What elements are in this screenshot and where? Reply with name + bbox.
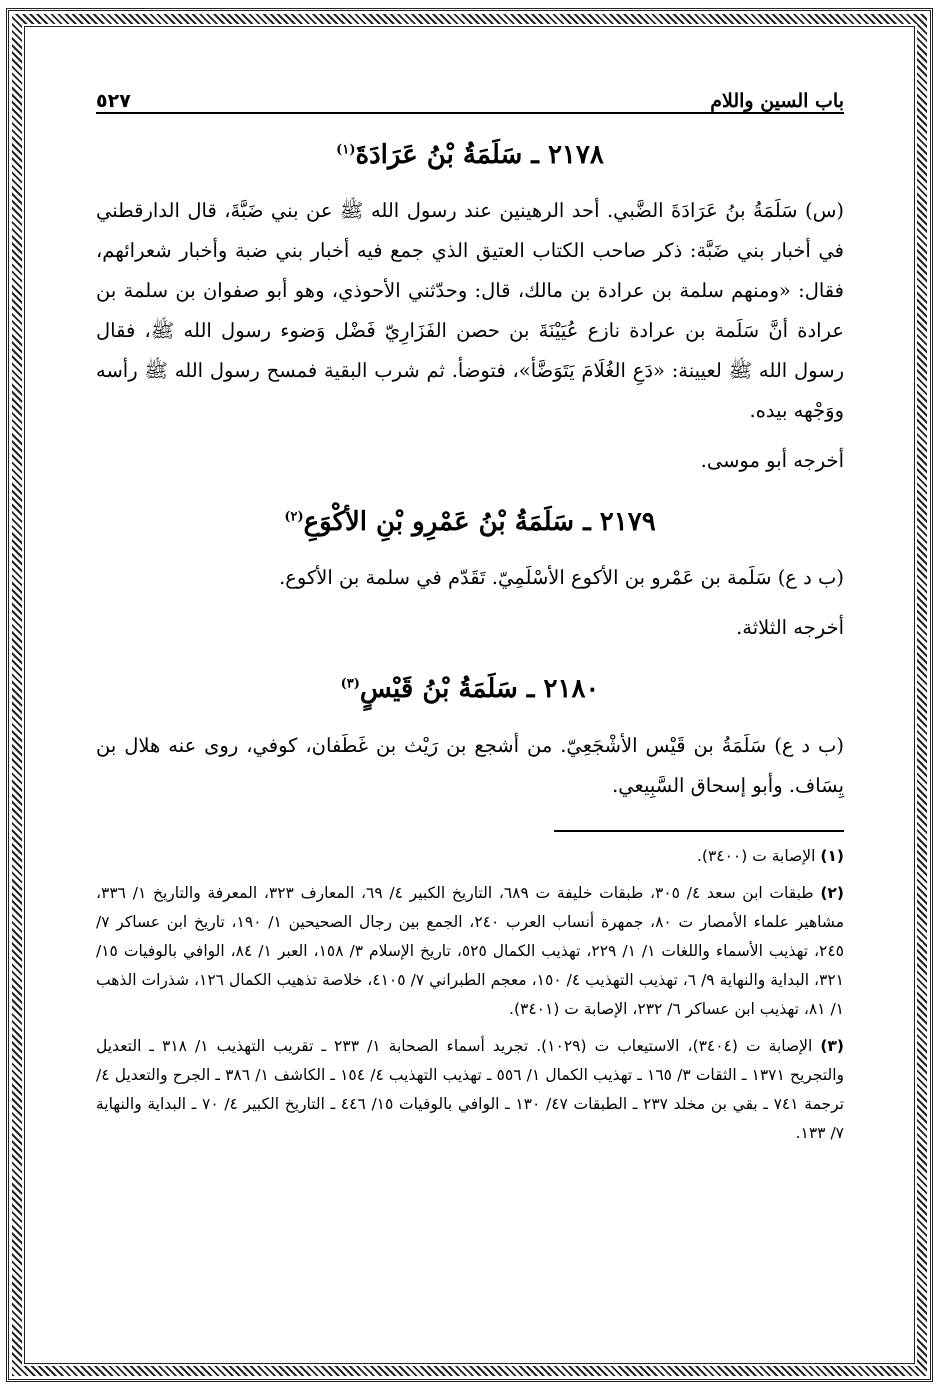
entry-2179 <box>96 507 844 648</box>
entry-title <box>96 140 844 171</box>
entry-body: (ب د ع) سَلَمَةُ بن قَيْس الأشْجَعِيّ. من أشجع بن رَيْث بن غَطَفان، كوفي، روى عنه هلال بن يِسَاف. وأبو إسحاق السَّبِيعي. <box>96 733 844 797</box>
entry-title-text: ٢١٧٩ ـ سَلَمَةُ بْنُ عَمْرِو بْنِ الأكْوَعِ <box>303 507 656 538</box>
footnote-separator <box>554 830 844 832</box>
entry-title-text: ٢١٧٨ ـ سَلَمَةُ بْنُ عَرَادَةَ <box>355 140 604 170</box>
footnote-number: (١) <box>820 846 844 865</box>
page-number: ٥٢٧ <box>96 90 131 112</box>
entry-title <box>96 674 844 705</box>
running-head <box>96 82 844 114</box>
page-content <box>96 82 844 1156</box>
footnote-3 <box>96 1032 844 1148</box>
entry-title-text: ٢١٨٠ ـ سَلَمَةُ بْنُ قَيْسٍ <box>359 674 600 705</box>
footnote-number: (٣) <box>820 1036 844 1055</box>
footnote-ref: (١) <box>336 142 356 158</box>
footnote-text: طبقات ابن سعد ٤/ ٣٠٥، طبقات خليفة ت ٦٨٩، التاريخ الكبير ٤/ ٦٩، المعارف ٣٢٣، المعرفة والتاريخ ١/ ٣٣٦، مشاهير علماء الأمصار ت ٨٠، جمهرة أنساب العرب ٢٤٠، الجمع بين رجال الصحيحين ١/ ١٩٠، تاريخ ابن عساكر ٧/ ٢٤٥، تهذيب الأسماء واللغات ١/ ١/ ٢٢٩، تهذيب الكمال ٥٢٥، تاريخ الإسلام ٣/ ١٥٨، العبر ١/ ٨٤، الوافي بالوفيات ١٥/ ٣٢١، البداية والنهاية ٩/ ٦، تهذيب التهذيب ٤/ ١٥٠، معجم الطبراني ٧/ ٤١٠٥، خلاصة تذهيب الكمال ١٢٦، شذرات الذهب ١/ ٨١، تهذيب ابن عساكر ٦/ ٢٣٢، الإصابة ت (٣٤٠١). <box>96 883 845 1018</box>
footnotes <box>96 842 844 1148</box>
footnote-2 <box>96 879 844 1024</box>
entry-source-note: أخرجه أبو موسى. <box>700 449 844 473</box>
entry-title <box>96 507 844 538</box>
entry-2178 <box>96 140 844 481</box>
entry-body: (ب د ع) سَلَمة بن عَمْرو بن الأكوع الأسْلَمِيّ. تَقَدّم في سلمة بن الأكوع. <box>279 566 844 590</box>
footnote-text: الإصابة ت (٣٤٠٤)، الاستيعاب ت (١٠٢٩). تجريد أسماء الصحابة ١/ ٢٣٣ ـ تقريب التهذيب ١/ ٣١٨ ـ التعديل والتجريح ١٣٧١ ـ الثقات ٣/ ١٦٥ ـ تهذيب الكمال ١/ ٥٥٦ ـ تهذيب التهذيب ٤/ ١٥٤ ـ الكاشف ١/ ٣٨٦ ـ الجرح والتعديل ٤/ ترجمة ٧٤١ ـ بقي بن مخلد ٢٣٧ ـ الطبقات ٤٧/ ١٣٠ ـ الوافي بالوفيات ١٥/ ٤٤٦ ـ التاريخ الكبير ٤/ ٧٠ ـ البداية والنهاية ٧/ ١٣٣. <box>96 1036 845 1142</box>
footnote-text: الإصابة ت (٣٤٠٠). <box>696 846 816 865</box>
footnote-number: (٢) <box>820 883 844 902</box>
chapter-title: باب السين واللام <box>710 90 844 112</box>
entry-source-note: أخرجه الثلاثة. <box>736 616 844 640</box>
footnote-ref: (٣) <box>340 676 360 692</box>
footnote-1 <box>96 842 844 871</box>
footnote-ref: (٢) <box>284 509 304 525</box>
entry-2180 <box>96 674 844 805</box>
entry-body: (س) سَلَمَةُ بنُ عَرَادَةَ الضَّبي. أحد الرهينين عند رسول الله ﷺ عن بني ضَبَّةَ، قال الدارقطني في أخبار بني ضَبَّة: ذكر صاحب الكتاب العتيق الذي جمع فيه أخبار بني ضبة وأخبار شعرائهم، فقال: «ومنهم سلمة بن عرادة بن مالك، قال: وحدّثني الأحوذي، وهو أبو صفوان بن سلمة بن عرادة أنَّ سَلَمة بن عرادة نازع عُيَيْنَةَ بن حصن الفَزَارِيّ فَضْل وَضوء رسول الله ﷺ، فقال رسول الله ﷺ لعيينة: «دَعِ الغُلَامَ يَتَوَضَّأ»، فتوضأ. ثم شرب البقية فمسح رسول الله ﷺ رأسه ووَجْهه بيده. <box>96 199 844 423</box>
